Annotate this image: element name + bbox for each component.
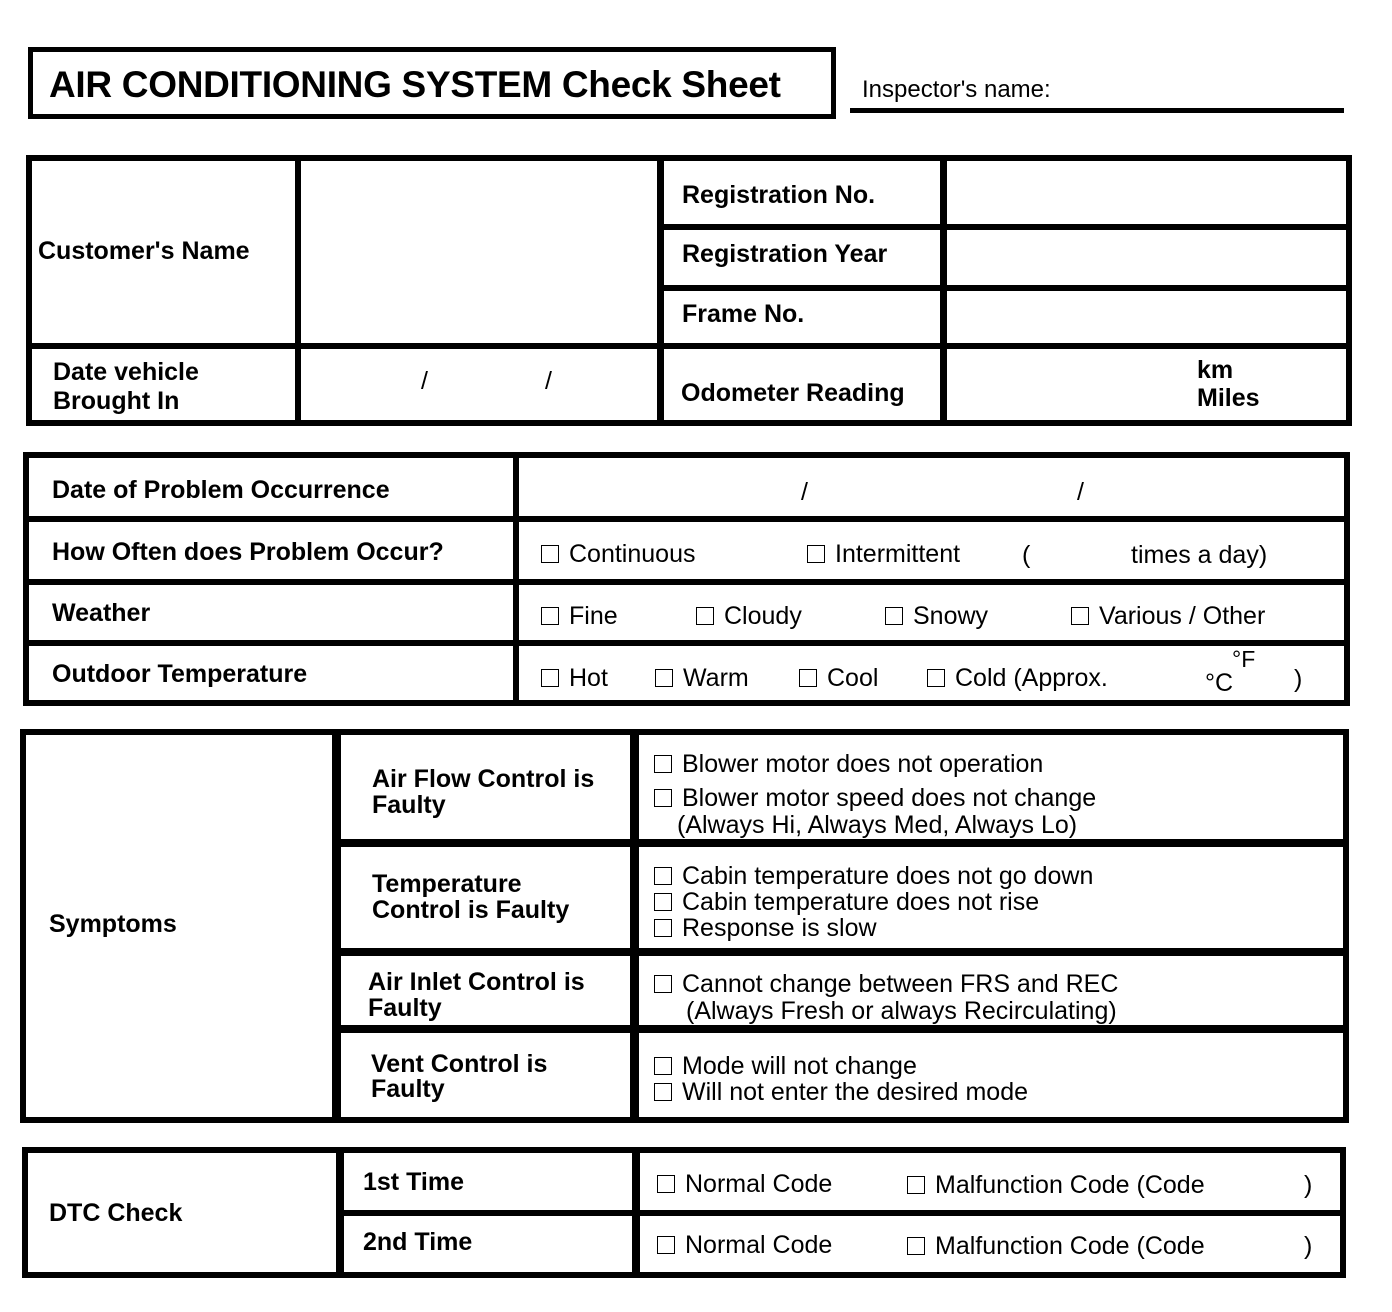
- checkbox[interactable]: [907, 1237, 925, 1255]
- temp-unit-c[interactable]: °C: [1205, 669, 1234, 697]
- weather-snowy-option[interactable]: Snowy: [885, 603, 988, 630]
- temp-unit-f[interactable]: °F: [1232, 646, 1256, 672]
- checkbox[interactable]: [799, 669, 817, 687]
- registration-no-field[interactable]: [947, 161, 1346, 224]
- checkbox[interactable]: [654, 919, 672, 937]
- temperature-control-label-line1: Temperature: [372, 870, 522, 898]
- odometer-unit-miles: Miles: [1197, 384, 1260, 412]
- customer-name-label: Customer's Name: [38, 237, 250, 265]
- dtc-table: [22, 1147, 1346, 1278]
- date-separator: /: [1077, 478, 1084, 506]
- frequency-label: How Often does Problem Occur?: [52, 538, 444, 566]
- checkbox[interactable]: [541, 607, 559, 625]
- air-inlet-control-label-line2: Faulty: [368, 994, 442, 1022]
- date-brought-in-label-line1: Date vehicle: [53, 358, 199, 386]
- checkbox[interactable]: [1071, 607, 1089, 625]
- title-box: [28, 47, 836, 119]
- weather-other-option[interactable]: Various / Other: [1071, 603, 1265, 630]
- symptom-note: (Always Hi, Always Med, Always Lo): [677, 811, 1078, 839]
- times-a-day-label[interactable]: times a day): [1131, 541, 1268, 569]
- checkbox[interactable]: [654, 789, 672, 807]
- checkbox[interactable]: [541, 545, 559, 563]
- date-separator: /: [421, 367, 428, 395]
- inspector-name-field[interactable]: [850, 108, 1344, 113]
- frequency-options: [519, 522, 1344, 579]
- odometer-unit-km: km: [1197, 356, 1234, 384]
- symptom-option[interactable]: Mode will not change: [654, 1053, 917, 1080]
- temp-hot-option[interactable]: Hot: [541, 665, 608, 692]
- symptoms-label: Symptoms: [49, 910, 177, 938]
- outdoor-temp-label: Outdoor Temperature: [52, 660, 308, 688]
- symptom-option[interactable]: Cannot change between FRS and REC: [654, 971, 1118, 998]
- air-inlet-control-label-line1: Air Inlet Control is: [368, 968, 585, 996]
- date-separator: /: [801, 478, 808, 506]
- date-separator: /: [545, 367, 552, 395]
- close-paren: ): [1304, 1232, 1313, 1260]
- registration-year-field[interactable]: [947, 230, 1346, 285]
- checkbox[interactable]: [885, 607, 903, 625]
- checkbox[interactable]: [654, 1083, 672, 1101]
- symptom-option[interactable]: Blower motor does not operation: [654, 751, 1043, 778]
- dtc-first-malfunction-option[interactable]: Malfunction Code (Code: [907, 1172, 1205, 1199]
- checkbox[interactable]: [807, 545, 825, 563]
- air-flow-control-label-line1: Air Flow Control is: [372, 765, 595, 793]
- checkbox[interactable]: [654, 755, 672, 773]
- dtc-second-normal-option[interactable]: Normal Code: [657, 1232, 832, 1259]
- temp-close-paren: ): [1294, 665, 1303, 693]
- symptom-option[interactable]: Cabin temperature does not go down: [654, 863, 1093, 890]
- symptom-note: (Always Fresh or always Recirculating): [686, 997, 1117, 1025]
- checkbox[interactable]: [657, 1175, 675, 1193]
- frame-no-field[interactable]: [947, 291, 1346, 343]
- dtc-second-malfunction-option[interactable]: Malfunction Code (Code: [907, 1233, 1205, 1260]
- temp-options: [519, 646, 1344, 700]
- checkbox[interactable]: [907, 1176, 925, 1194]
- registration-year-label: Registration Year: [682, 240, 888, 268]
- checkbox[interactable]: [654, 1057, 672, 1075]
- weather-label: Weather: [52, 599, 151, 627]
- frame-no-label: Frame No.: [682, 300, 805, 328]
- symptom-option[interactable]: Will not enter the desired mode: [654, 1079, 1028, 1106]
- problem-date-field[interactable]: [519, 458, 1344, 516]
- checkbox[interactable]: [696, 607, 714, 625]
- odometer-field[interactable]: [947, 349, 1346, 420]
- dtc-check-label: DTC Check: [49, 1199, 183, 1227]
- close-paren: ): [1304, 1171, 1313, 1199]
- checkbox[interactable]: [655, 669, 673, 687]
- symptom-option[interactable]: Response is slow: [654, 915, 877, 942]
- temp-cool-option[interactable]: Cool: [799, 665, 878, 692]
- checkbox[interactable]: [654, 893, 672, 911]
- checkbox[interactable]: [927, 669, 945, 687]
- checkbox[interactable]: [657, 1236, 675, 1254]
- symptom-option[interactable]: Blower motor speed does not change: [654, 785, 1096, 812]
- temp-cold-option[interactable]: Cold (Approx.: [927, 665, 1108, 692]
- vent-control-label-line1: Vent Control is: [371, 1050, 548, 1078]
- intermittent-option[interactable]: Intermittent: [807, 541, 960, 568]
- dtc-first-normal-option[interactable]: Normal Code: [657, 1171, 832, 1198]
- dtc-first-time-label: 1st Time: [363, 1168, 464, 1196]
- paren-open: (: [1022, 541, 1031, 569]
- date-brought-in-field[interactable]: [301, 349, 657, 420]
- continuous-option[interactable]: Continuous: [541, 541, 695, 568]
- checkbox[interactable]: [654, 975, 672, 993]
- date-brought-in-label-line2: Brought In: [53, 387, 180, 415]
- temp-warm-option[interactable]: Warm: [655, 665, 749, 692]
- weather-options: [519, 585, 1344, 640]
- customer-name-field[interactable]: [301, 161, 657, 343]
- dtc-second-time-label: 2nd Time: [363, 1228, 473, 1256]
- air-flow-control-label-line2: Faulty: [372, 791, 446, 819]
- weather-cloudy-option[interactable]: Cloudy: [696, 603, 802, 630]
- symptom-option[interactable]: Cabin temperature does not rise: [654, 889, 1039, 916]
- registration-no-label: Registration No.: [682, 181, 876, 209]
- problem-date-label: Date of Problem Occurrence: [52, 476, 390, 504]
- odometer-label: Odometer Reading: [681, 379, 905, 407]
- temperature-control-label-line2: Control is Faulty: [372, 896, 570, 924]
- checkbox[interactable]: [654, 867, 672, 885]
- weather-fine-option[interactable]: Fine: [541, 603, 618, 630]
- vent-control-label-line2: Faulty: [371, 1075, 445, 1103]
- checkbox[interactable]: [541, 669, 559, 687]
- symptoms-table: [20, 729, 1349, 1123]
- vehicle-info-table: [26, 155, 1352, 426]
- page-title: AIR CONDITIONING SYSTEM Check Sheet: [49, 64, 781, 105]
- inspector-name-label: Inspector's name:: [862, 76, 1051, 103]
- problem-table: [23, 452, 1350, 706]
